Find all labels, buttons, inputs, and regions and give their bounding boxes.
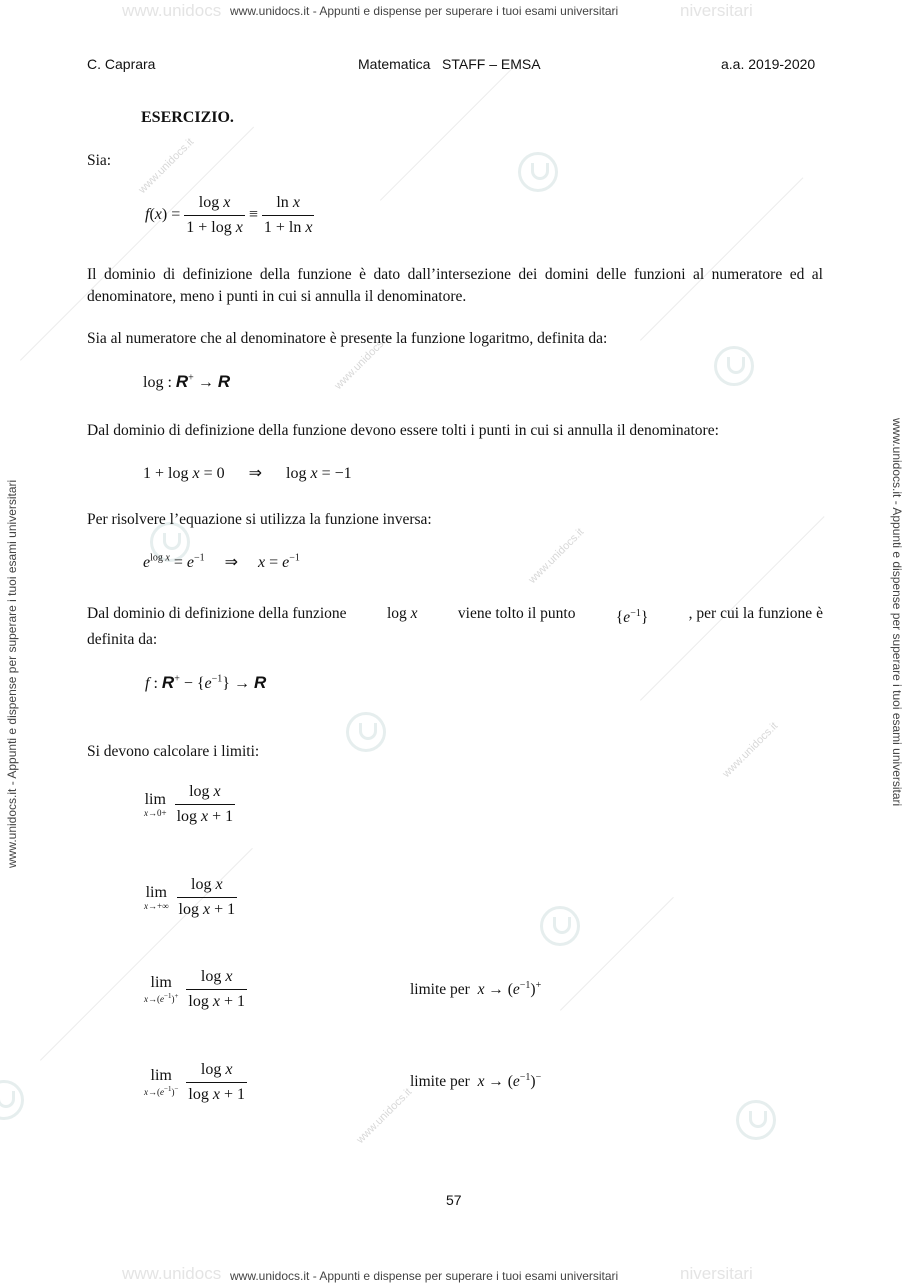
small-watermark: www.unidocs.it <box>354 1086 415 1146</box>
log-x-inline: log x <box>386 605 418 622</box>
diagonal-watermark-line <box>380 59 522 201</box>
right-watermark: www.unidocs.it - Appunti e dispense per superare i tuoi esami universitari <box>890 418 904 807</box>
limit-label-left: limite per $x \to (e^{-1})^-$ <box>410 1072 542 1091</box>
header-year: a.a. 2019-2020 <box>721 56 816 72</box>
small-watermark: www.unidocs.it <box>136 136 197 196</box>
limit-zero-plus: lim x→0+ $\frac{\text{log x}}{\text{log x + 1}}$ <box>144 783 234 825</box>
paragraph-logarithm: Sia al numeratore che al denominatore è presente la funzione logaritmo, definita da: <box>87 330 608 347</box>
header-course: Matematica STAFF – EMSA <box>358 56 541 72</box>
removed-point-text-c: , per cui la funzione è <box>688 605 823 622</box>
function-definition: f(x) = $\frac{\text{log x}}{\text{1 + log x}}$ ≡ $\frac{\text{ln x}}{\text{1 + ln x}}$ <box>145 194 313 236</box>
ghost-watermark-bottom-left: www.unidocs <box>122 1264 222 1283</box>
limit-e-minus-one-left: lim $x\to(e^{-1})^-$ $\frac{\text{log x}}{\text{log x + 1}}$ <box>144 1061 245 1103</box>
small-watermark: www.unidocs.it <box>720 720 781 780</box>
limit-label-right: limite per $x \to (e^{-1})^+$ <box>410 980 542 999</box>
bottom-watermark: www.unidocs.it - Appunti e dispense per superare i tuoi esami universitari <box>230 1269 619 1283</box>
sia-label: Sia: <box>87 152 112 169</box>
removed-point-text-b: viene tolto il punto <box>457 605 576 622</box>
ghost-watermark-top-right: niversitari <box>680 1 753 20</box>
equation-denominator: 1 + log x = 0 ⇒ log x = −1 <box>143 465 352 482</box>
function-domain-mapping: f : $R^+ - \{e^{-1}\} \to R$ <box>145 673 267 692</box>
small-watermark: www.unidocs.it <box>332 332 393 392</box>
point-e-minus-one: $\{e^{-1}\}$ <box>615 608 649 627</box>
limit-per-label: limite per <box>410 981 470 999</box>
diagonal-watermark-line <box>560 897 674 1011</box>
page-number: 57 <box>446 1192 462 1208</box>
equation-inverse: $e^{log x} = e^{-1}$ ⇒ $x = e^{-1}$ <box>143 552 300 571</box>
ghost-watermark-bottom-right: niversitari <box>680 1264 753 1283</box>
small-watermark: www.unidocs.it <box>526 526 587 586</box>
exercise-title: ESERCIZIO. <box>141 109 234 126</box>
limit-infinity: lim x→+∞ $\frac{\text{log x}}{\text{log x + 1}}$ <box>144 876 236 918</box>
ghost-watermark-top-left: www.unidocs <box>122 1 222 20</box>
paragraph-inverse: Per risolvere l’equazione si utilizza la funzione inversa: <box>87 511 432 528</box>
limit-e-minus-one-right: lim $x\to(e^{-1})^+$ $\frac{\text{log x}}{\text{log x + 1}}$ <box>144 968 245 1010</box>
unidocs-logo-watermark <box>736 1100 776 1140</box>
paragraph-limits: Si devono calcolare i limiti: <box>87 743 260 760</box>
removed-point-text-d: definita da: <box>87 631 158 649</box>
unidocs-logo-watermark <box>540 906 580 946</box>
removed-point-text-a: Dal dominio di definizione della funzione <box>87 605 347 622</box>
unidocs-logo-watermark <box>0 1080 24 1120</box>
left-watermark: www.unidocs.it - Appunti e dispense per superare i tuoi esami universitari <box>5 479 19 868</box>
diagonal-watermark-line <box>640 177 803 340</box>
log-mapping: log : R+ → R <box>143 372 231 391</box>
header-author: C. Caprara <box>87 56 156 72</box>
limit-per-label: limite per <box>410 1073 470 1091</box>
paragraph-domain: Il dominio di definizione della funzione è dato dall’intersezione dei domini delle funzioni al numeratore ed al denominatore, meno i punti in cui si annulla il denominatore. <box>87 266 823 305</box>
paragraph-denominator: Dal dominio di definizione della funzione devono essere tolti i punti in cui si annulla il denominatore: <box>87 422 719 439</box>
unidocs-logo-watermark <box>714 346 754 386</box>
top-watermark: www.unidocs.it - Appunti e dispense per superare i tuoi esami universitari <box>230 4 619 18</box>
paragraph-removed-point <box>87 603 823 651</box>
